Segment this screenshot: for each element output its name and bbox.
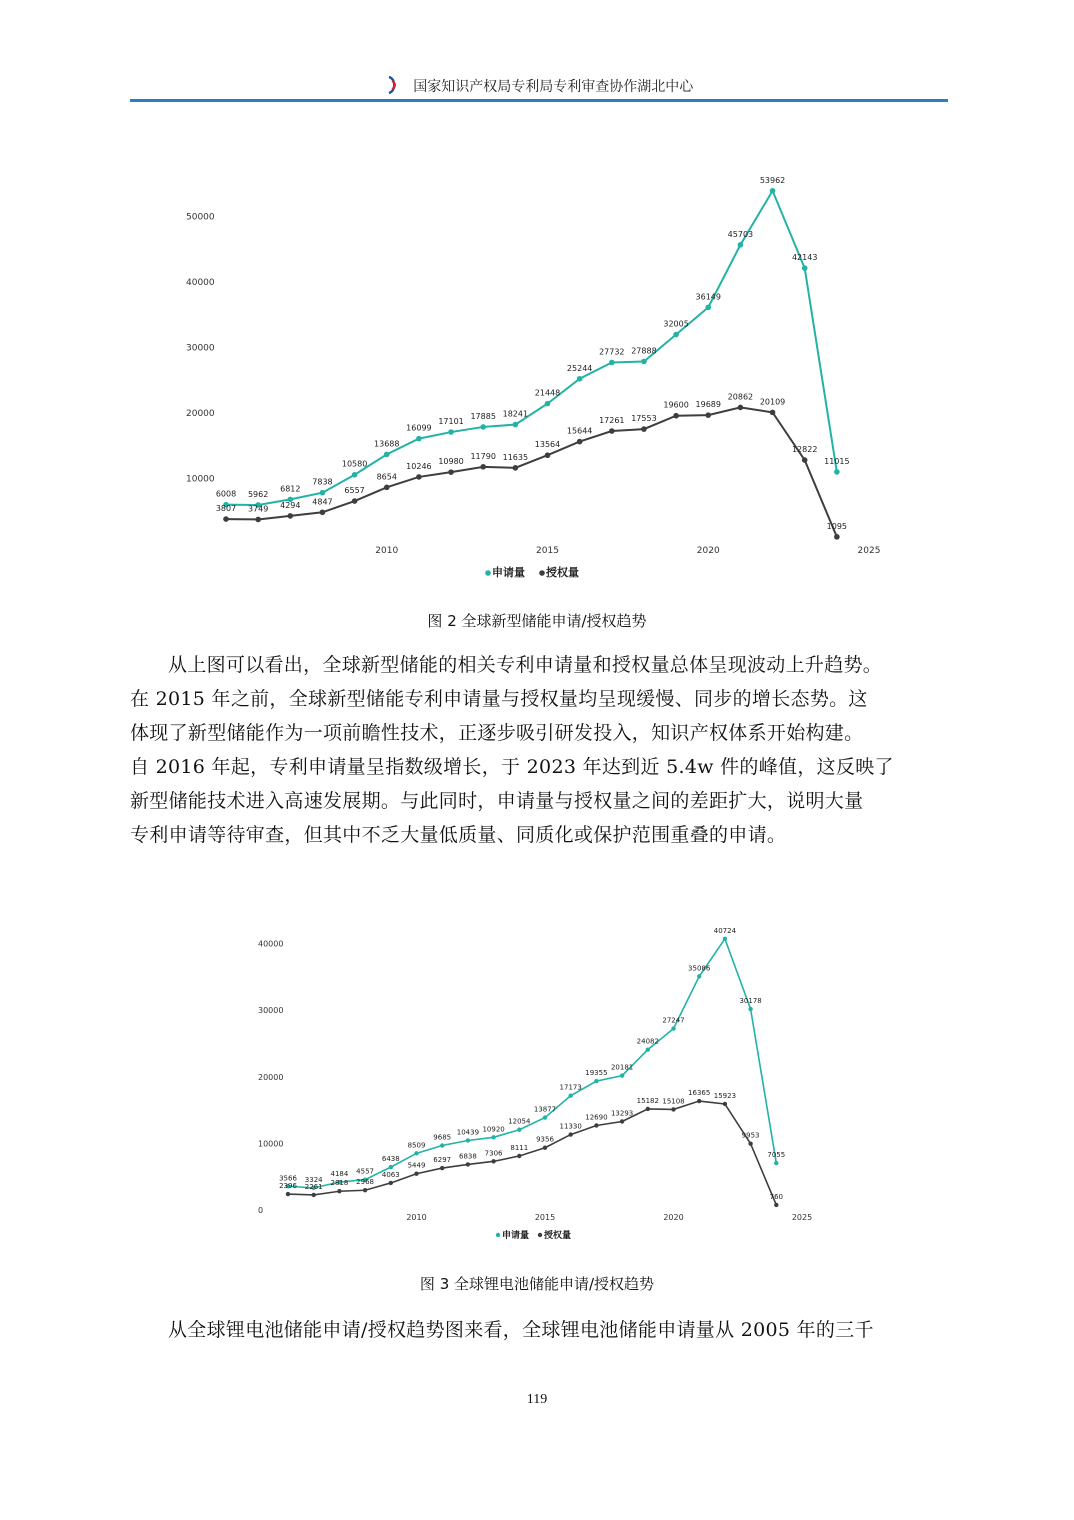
data-label: 8654	[377, 472, 397, 481]
data-point	[466, 1138, 470, 1142]
data-label: 15923	[714, 1092, 736, 1100]
figure-3-chart	[230, 915, 850, 1245]
data-point	[671, 1107, 675, 1111]
data-point	[673, 332, 679, 338]
data-point	[723, 1102, 727, 1106]
data-label: 40724	[714, 927, 737, 935]
data-point	[671, 1026, 675, 1030]
data-label: 4294	[280, 501, 300, 510]
x-tick-label: 2015	[535, 1213, 555, 1222]
data-point	[448, 429, 454, 435]
data-point	[491, 1159, 495, 1163]
data-label: 16365	[688, 1089, 710, 1097]
data-label: 7838	[312, 478, 332, 487]
legend-marker	[485, 570, 491, 576]
data-point	[286, 1192, 290, 1196]
data-point	[312, 1193, 316, 1197]
data-point	[609, 360, 615, 366]
y-tick-label: 30000	[186, 344, 215, 354]
data-point	[641, 359, 647, 365]
data-label: 3807	[216, 504, 236, 513]
data-point	[577, 439, 583, 445]
data-label: 1095	[827, 522, 847, 531]
x-tick-label: 2020	[697, 546, 720, 556]
data-point	[569, 1093, 573, 1097]
data-label: 17101	[438, 417, 463, 426]
y-tick-label: 20000	[258, 1073, 283, 1082]
y-tick-label: 10000	[258, 1139, 283, 1148]
y-tick-label: 10000	[186, 475, 215, 485]
data-label: 20862	[728, 392, 753, 401]
data-label: 13564	[535, 440, 560, 449]
x-tick-label: 2020	[663, 1213, 683, 1222]
data-label: 6438	[382, 1155, 400, 1163]
paragraph-1-line: 自 2016 年起，专利申请量呈指数级增长，于 2023 年达到近 5.4w 件的峰值，这反映了	[130, 750, 948, 784]
data-point	[320, 490, 326, 496]
data-label: 15644	[567, 427, 592, 436]
data-point	[448, 469, 454, 475]
data-label: 17885	[470, 412, 495, 421]
data-label: 11790	[470, 452, 495, 461]
y-tick-label: 40000	[186, 278, 215, 288]
data-label: 13877	[534, 1106, 556, 1114]
paragraph-2	[130, 1313, 948, 1347]
data-label: 11015	[824, 457, 849, 466]
header-title: 国家知识产权局专利局专利审查协作湖北中心	[413, 79, 693, 95]
data-point	[416, 436, 422, 442]
data-point	[466, 1162, 470, 1166]
data-label: 45703	[728, 230, 753, 239]
data-label: 16099	[406, 424, 431, 433]
data-point	[352, 472, 358, 478]
data-point	[802, 265, 808, 271]
data-point	[543, 1146, 547, 1150]
data-label: 4063	[382, 1171, 400, 1179]
data-point	[513, 422, 519, 428]
data-point	[705, 305, 711, 311]
series-line-grants	[288, 1101, 776, 1205]
data-label: 10980	[438, 457, 463, 466]
data-label: 10439	[457, 1128, 479, 1136]
data-label: 18241	[503, 410, 528, 419]
data-point	[834, 534, 840, 540]
data-point	[802, 457, 808, 463]
data-point	[384, 485, 390, 491]
data-point	[738, 242, 744, 248]
data-label: 17173	[560, 1084, 582, 1092]
data-point	[384, 452, 390, 458]
data-point	[673, 413, 679, 419]
x-tick-label: 2010	[406, 1213, 426, 1222]
y-tick-label: 30000	[258, 1006, 283, 1015]
data-label: 2261	[305, 1183, 323, 1191]
data-label: 17261	[599, 416, 624, 425]
data-point	[723, 937, 727, 941]
data-label: 10580	[342, 460, 367, 469]
data-point	[834, 469, 840, 475]
data-label: 760	[770, 1193, 783, 1201]
data-label: 36149	[696, 292, 721, 301]
data-point	[414, 1172, 418, 1176]
data-point	[545, 401, 551, 407]
data-label: 19689	[696, 400, 721, 409]
data-label: 3324	[305, 1176, 323, 1184]
data-point	[389, 1165, 393, 1169]
y-tick-label: 20000	[186, 409, 215, 419]
data-point	[569, 1132, 573, 1136]
data-point	[646, 1107, 650, 1111]
x-tick-label: 2025	[858, 546, 881, 556]
paragraph-1-line: 从上图可以看出，全球新型储能的相关专利申请量和授权量总体呈现波动上升趋势。	[130, 648, 948, 682]
paragraph-1-line: 新型储能技术进入高速发展期。与此同时，申请量与授权量之间的差距扩大，说明大量	[130, 784, 948, 818]
data-point	[513, 465, 519, 471]
x-tick-label: 2010	[375, 546, 398, 556]
data-point	[414, 1151, 418, 1155]
data-label: 10246	[406, 462, 431, 471]
data-point	[389, 1181, 393, 1185]
cnipa-logo-icon	[385, 76, 401, 98]
data-label: 5962	[248, 490, 268, 499]
data-label: 12054	[508, 1118, 531, 1126]
data-point	[545, 452, 551, 458]
data-point	[363, 1188, 367, 1192]
data-label: 6557	[344, 486, 364, 495]
data-point	[641, 426, 647, 432]
data-label: 6812	[280, 484, 300, 493]
data-point	[337, 1189, 341, 1193]
data-label: 13293	[611, 1109, 633, 1117]
data-label: 20181	[611, 1064, 633, 1072]
data-label: 7306	[485, 1149, 503, 1157]
legend-label: 授权量	[543, 1229, 571, 1241]
paragraph-1-line: 专利申请等待审查，但其中不乏大量低质量、同质化或保护范围重叠的申请。	[130, 818, 948, 852]
data-point	[620, 1119, 624, 1123]
data-label: 7055	[767, 1151, 785, 1159]
x-tick-label: 2025	[792, 1213, 812, 1222]
legend-label: 授权量	[545, 565, 579, 579]
data-point	[440, 1143, 444, 1147]
data-point	[223, 516, 229, 522]
legend-label: 申请量	[502, 1229, 529, 1241]
data-label: 21448	[535, 389, 560, 398]
data-label: 8509	[408, 1141, 426, 1149]
data-label: 27888	[631, 346, 656, 355]
figure-2-caption: 图 2 全球新型储能申请/授权趋势	[0, 610, 1074, 631]
data-point	[738, 405, 744, 411]
data-point	[609, 428, 615, 434]
data-label: 25244	[567, 364, 592, 373]
data-point	[255, 517, 261, 523]
legend-label: 申请量	[492, 565, 525, 579]
data-label: 20109	[760, 397, 785, 406]
data-point	[697, 1099, 701, 1103]
header-divider	[130, 99, 948, 102]
data-point	[646, 1047, 650, 1051]
data-label: 4847	[312, 497, 332, 506]
data-point	[577, 376, 583, 382]
paragraph-1-line: 在 2015 年之前，全球新型储能专利申请量与授权量均呈现缓慢、同步的增长态势。这	[130, 682, 948, 716]
data-point	[320, 509, 326, 515]
data-point	[774, 1203, 778, 1207]
data-label: 6838	[459, 1152, 477, 1160]
data-label: 8111	[510, 1144, 528, 1152]
data-point	[543, 1115, 547, 1119]
data-label: 15108	[662, 1097, 684, 1105]
x-tick-label: 2015	[536, 546, 559, 556]
data-point	[697, 974, 701, 978]
page-number: 119	[0, 1392, 1074, 1408]
data-label: 24082	[637, 1038, 659, 1046]
data-label: 2396	[279, 1182, 297, 1190]
data-label: 2818	[330, 1179, 348, 1187]
figure-2-chart	[160, 160, 900, 590]
data-point	[517, 1154, 521, 1158]
data-label: 10920	[482, 1125, 504, 1133]
data-point	[491, 1135, 495, 1139]
data-label: 12822	[792, 445, 817, 454]
data-point	[748, 1007, 752, 1011]
data-point	[480, 424, 486, 430]
data-point	[770, 188, 776, 194]
data-label: 19355	[585, 1069, 607, 1077]
legend-marker	[539, 570, 545, 576]
data-label: 6297	[433, 1156, 451, 1164]
data-point	[440, 1166, 444, 1170]
data-point	[352, 498, 358, 504]
data-label: 27732	[599, 347, 624, 356]
data-point	[594, 1123, 598, 1127]
y-tick-label: 40000	[258, 940, 283, 949]
data-label: 4557	[356, 1168, 374, 1176]
legend-marker	[496, 1233, 500, 1237]
data-point	[770, 410, 776, 416]
data-label: 19600	[663, 401, 688, 410]
series-line-grants	[226, 407, 837, 536]
paragraph-1	[130, 648, 948, 852]
data-point	[480, 464, 486, 470]
data-label: 6008	[216, 490, 236, 499]
paragraph-1-line: 体现了新型储能作为一项前瞻性技术，正逐步吸引研发投入，知识产权体系开始构建。	[130, 716, 948, 750]
page-header	[130, 72, 948, 100]
figure-3-caption: 图 3 全球锂电池储能申请/授权趋势	[0, 1273, 1074, 1294]
data-point	[705, 412, 711, 418]
data-label: 9685	[433, 1134, 451, 1142]
data-label: 9953	[742, 1132, 760, 1140]
data-point	[288, 513, 294, 519]
data-label: 3566	[279, 1174, 297, 1182]
data-label: 11635	[503, 453, 528, 462]
y-tick-label: 0	[258, 1206, 263, 1215]
data-point	[594, 1079, 598, 1083]
y-tick-label: 50000	[186, 213, 215, 223]
paragraph-2-line: 从全球锂电池储能申请/授权趋势图来看，全球锂电池储能申请量从 2005 年的三千	[130, 1313, 948, 1347]
data-point	[620, 1073, 624, 1077]
data-label: 32005	[663, 320, 688, 329]
data-label: 42143	[792, 253, 817, 262]
data-point	[517, 1128, 521, 1132]
data-label: 12690	[585, 1114, 607, 1122]
data-label: 9356	[536, 1136, 554, 1144]
series-line-applications	[288, 939, 776, 1188]
data-label: 3749	[248, 504, 268, 513]
data-label: 35086	[688, 964, 711, 972]
data-label: 30178	[739, 997, 761, 1005]
data-label: 15182	[637, 1097, 659, 1105]
data-label: 11330	[560, 1123, 582, 1131]
data-label: 4184	[330, 1170, 348, 1178]
data-label: 17553	[631, 414, 656, 423]
data-label: 27247	[662, 1017, 684, 1025]
data-label: 13688	[374, 439, 399, 448]
data-label: 5449	[408, 1162, 426, 1170]
data-point	[774, 1161, 778, 1165]
data-point	[416, 474, 422, 480]
data-label: 53962	[760, 176, 785, 185]
data-label: 2968	[356, 1178, 374, 1186]
legend-marker	[538, 1233, 542, 1237]
data-point	[748, 1142, 752, 1146]
